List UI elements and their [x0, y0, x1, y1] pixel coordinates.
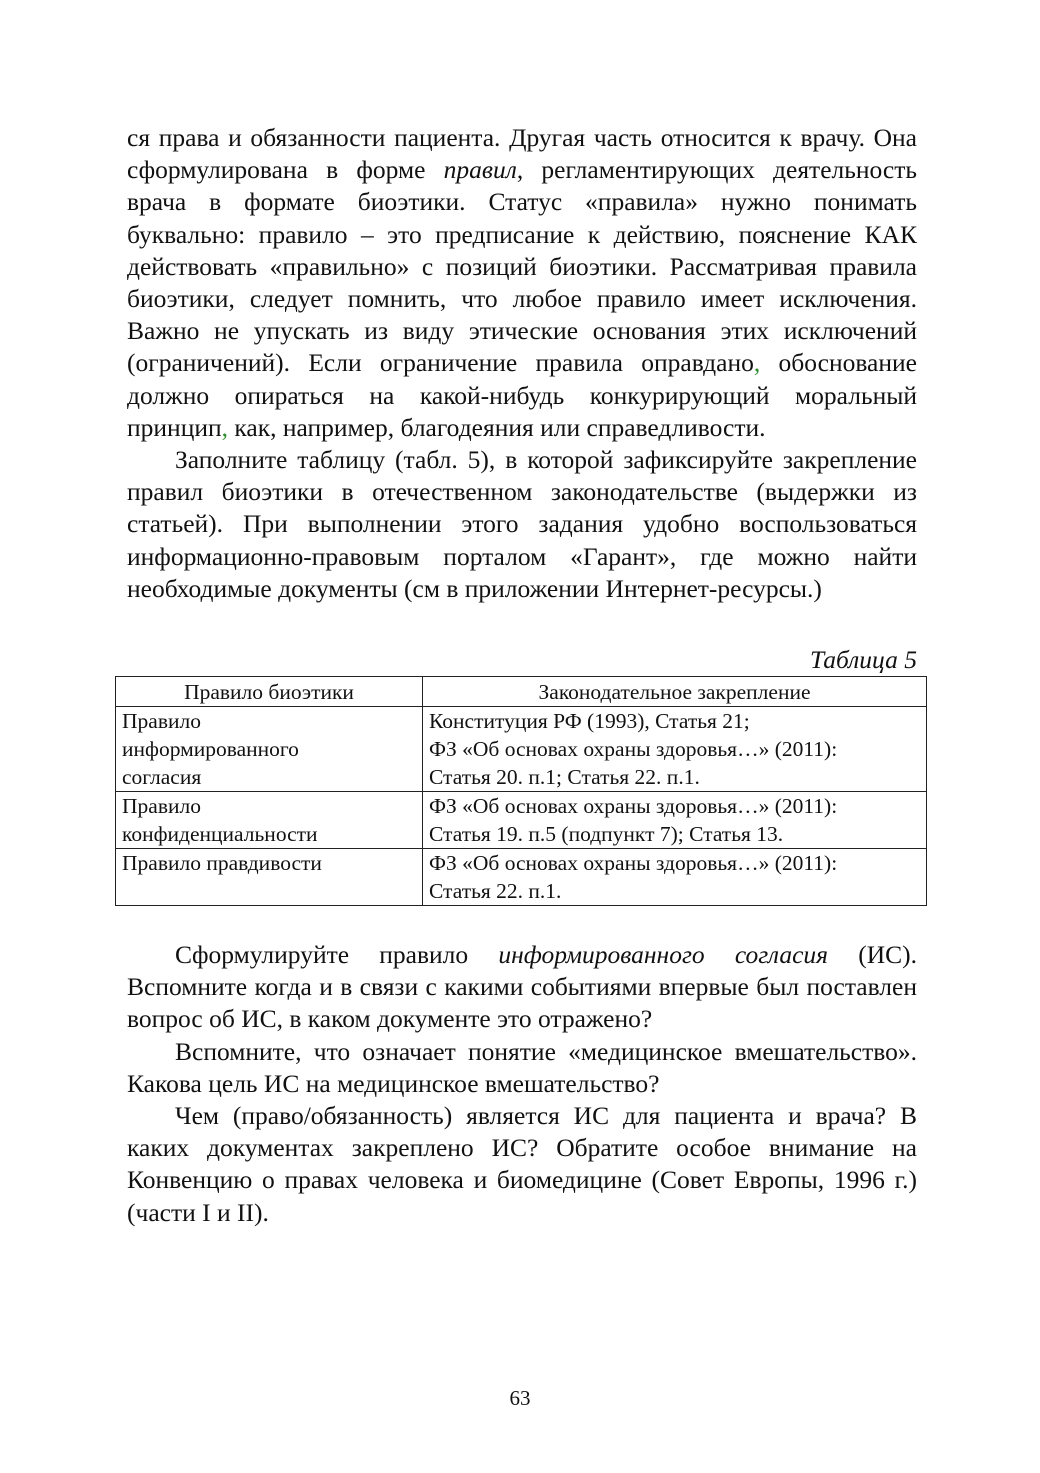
table-caption: Таблица 5 [809, 645, 917, 675]
paragraph-5 [127, 1100, 917, 1229]
rule-cell [116, 707, 423, 792]
table-row [116, 792, 927, 849]
text-run: Чем (право/обязанность) является ИС для пациента и врача? В каких документах закреплено ИС? Обратите особое внимание на Конвенцию о правах человека и биомедицине (Совет Европы, 1996 г.) (части I и II). [127, 1101, 917, 1227]
text-run: ся права и обязанности пациента. Другая часть относится к врачу. Она сформулирована в форме [127, 123, 917, 185]
law-cell [423, 849, 927, 906]
law-line: ФЗ «Об основах охраны здоровья…» (2011): [429, 851, 838, 876]
law-cell [423, 707, 927, 792]
law-line: Статья 22. п.1. [429, 879, 562, 904]
text-run: Заполните таблицу (табл. 5), в которой зафиксируйте закрепление правил биоэтики в отечественном законодательстве (выдержки из статьей). При выполнении этого задания удобно воспользоваться информационно-правовым порталом «Гарант», где можно найти необходимые документы (см в приложении Интернет-ресурсы.) [127, 445, 917, 603]
text-run: Сформулируйте правило [175, 940, 499, 970]
spacer [127, 906, 917, 939]
rule-line: согласия [122, 765, 202, 790]
rule-line: информированного [122, 737, 299, 762]
paragraph-2 [127, 444, 917, 605]
column-header-rule: Правило биоэтики [116, 677, 423, 707]
rule-cell [116, 792, 423, 849]
rule-line: Правило правдивости [122, 851, 322, 876]
highlighted-punctuation: , [753, 348, 761, 378]
law-line: Конституция РФ (1993), Статья 21; [429, 709, 750, 734]
law-line: ФЗ «Об основах охраны здоровья…» (2011): [429, 737, 838, 762]
highlighted-punctuation: , [221, 412, 229, 442]
law-cell [423, 792, 927, 849]
rule-line: конфиденциальности [122, 822, 318, 847]
rule-cell [116, 849, 423, 906]
table-body [116, 707, 927, 906]
table-header-row [116, 677, 927, 707]
text-run: обоснование должно опираться на какой-нибудь конкурирующий моральный принцип [127, 348, 917, 442]
column-header-law: Законодательное закрепление [423, 677, 927, 707]
law-line: Статья 20. п.1; Статья 22. п.1. [429, 765, 700, 790]
paragraph-3 [127, 939, 917, 1036]
text-run: , регламентирующих деятельность врача в формате биоэтики. Статус «правила» нужно понимать буквально: правило – это предписание к действию, пояснение КАК действовать «правильно» с позиций биоэтики. Рассматривая правила биоэтики, следует помнить, что любое правило имеет исключения. Важно не упускать из виду этические основания этих исключений (ограничений). Если ограничение правила оправдано [127, 155, 917, 378]
text-run: как, например, благодеяния или справедливости. [228, 412, 766, 442]
spacer [127, 605, 917, 644]
italic-term: информированного согласия [498, 940, 829, 970]
page-body [122, 122, 917, 1229]
law-line: ФЗ «Об основах охраны здоровья…» (2011): [429, 794, 838, 819]
text-run: Вспомните, что означает понятие «медицинское вмешательство». Какова цель ИС на медицинское вмешательство? [127, 1036, 917, 1098]
rule-line: Правило [122, 709, 201, 734]
paragraph-1 [127, 122, 917, 444]
paragraph-4 [127, 1036, 917, 1100]
bioethics-rules-table [115, 676, 927, 906]
law-line: Статья 19. п.5 (подпункт 7); Статья 13. [429, 822, 784, 847]
rule-line: Правило [122, 794, 201, 819]
page-number: 63 [509, 1386, 531, 1410]
table-row [116, 849, 927, 906]
table-row [116, 707, 927, 792]
text-run: (ИС). Вспомните когда и в связи с какими событиями впервые был поставлен вопрос об ИС, в каком документе это отражено? [127, 940, 917, 1034]
italic-term: правил [443, 155, 517, 185]
